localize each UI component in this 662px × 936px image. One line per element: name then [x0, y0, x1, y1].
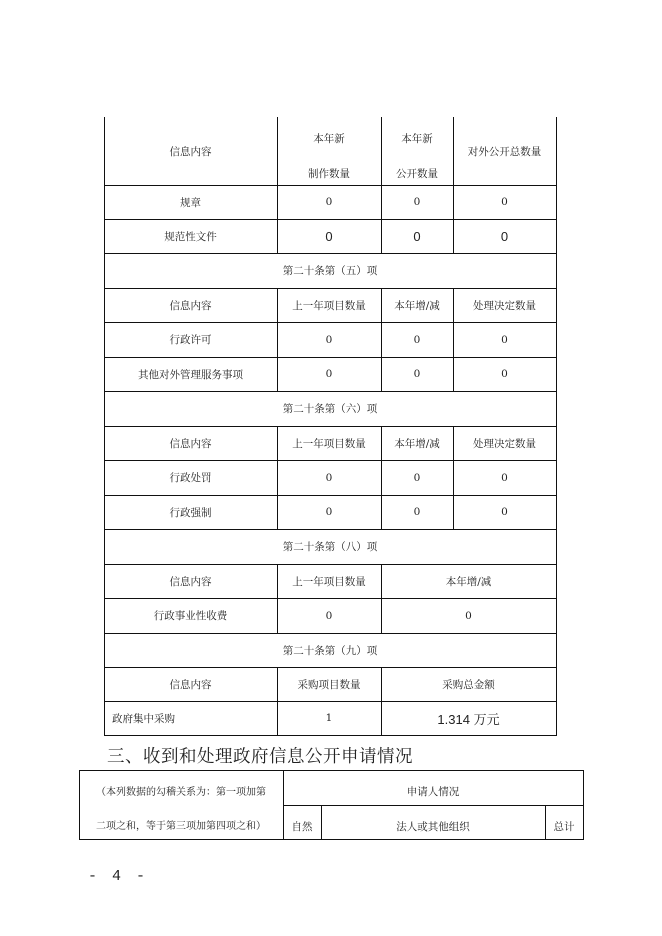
- row-value: 0: [501, 471, 508, 484]
- row-value: 0: [325, 228, 333, 244]
- row-value: 0: [413, 471, 421, 484]
- row-value: 0: [501, 196, 508, 208]
- row-value: 0: [325, 368, 333, 380]
- column-header: 处理决定数量: [473, 437, 536, 450]
- section-title: 第二十条第（八）项: [282, 541, 378, 553]
- header-info-content: 信息内容: [169, 145, 212, 158]
- column-header: 本年增/减: [394, 437, 440, 450]
- row-value: 0: [501, 333, 508, 346]
- row-value: 0: [413, 196, 421, 208]
- column-header: 采购项目数量: [297, 678, 361, 691]
- table-border: [583, 770, 584, 840]
- column-header: 上一年项目数量: [292, 575, 366, 588]
- row-value-amount: 1.314 万元: [437, 711, 500, 727]
- header-new-made-2: 制作数量: [308, 167, 350, 180]
- row-value: 0: [325, 471, 333, 484]
- row-value: 0: [325, 609, 333, 622]
- row-value: 0: [500, 228, 509, 244]
- row-label: 政府集中采购: [112, 712, 175, 725]
- column-header: 上一年项目数量: [292, 437, 366, 450]
- row-label: 规范性文件: [164, 230, 217, 243]
- table-rule: [79, 770, 583, 771]
- column-header: 本年增/减: [445, 575, 492, 588]
- row-label: 行政强制: [169, 506, 212, 519]
- column-header: 上一年项目数量: [292, 299, 366, 312]
- table-rule: [104, 735, 557, 736]
- note-line: 二项之和，等于第三项加第四项之和）: [96, 820, 266, 832]
- row-value: 0: [413, 506, 421, 518]
- column-header: 信息内容: [169, 437, 212, 450]
- row-value: 0: [325, 506, 333, 518]
- natural-person-header: 自然: [291, 820, 313, 833]
- column-header: 本年增/减: [394, 299, 440, 312]
- section-title: 第二十条第（五）项: [282, 265, 378, 277]
- header-new-made-1: 本年新: [313, 132, 345, 145]
- row-label: 行政事业性收费: [153, 610, 228, 622]
- column-header: 处理决定数量: [473, 299, 536, 312]
- legal-entity-header: 法人或其他组织: [396, 820, 470, 833]
- row-value: 0: [413, 228, 421, 244]
- row-value: 0: [325, 196, 333, 208]
- total-header: 总计: [553, 820, 575, 833]
- row-label: 行政处罚: [169, 472, 212, 484]
- row-value: 0: [325, 333, 333, 346]
- header-total-public: 对外公开总数量: [467, 145, 542, 158]
- header-new-public-2: 公开数量: [396, 167, 438, 180]
- section-heading: 三、收到和处理政府信息公开申请情况: [107, 747, 413, 767]
- column-header: 信息内容: [169, 299, 212, 312]
- row-value: 0: [413, 333, 421, 346]
- row-label: 行政许可: [169, 334, 212, 346]
- section-title: 第二十条第（六）项: [282, 403, 378, 415]
- page-number: - 4 -: [88, 868, 149, 885]
- row-value: 0: [465, 609, 472, 622]
- row-value: 0: [501, 506, 508, 518]
- row-label: 其他对外管理服务事项: [138, 368, 243, 381]
- column-header: 采购总金额: [442, 678, 495, 691]
- column-header: 信息内容: [169, 575, 212, 588]
- note-line: （本列数据的勾稽关系为：第一项加第: [96, 786, 266, 798]
- column-header: 信息内容: [169, 678, 212, 691]
- applicant-header: 申请人情况: [406, 785, 460, 798]
- row-value: 1: [325, 712, 333, 724]
- table-rule: [283, 805, 583, 806]
- row-label: 规章: [180, 196, 201, 209]
- section-title: 第二十条第（九）项: [282, 644, 378, 657]
- row-value: 0: [501, 368, 508, 380]
- row-value: 0: [413, 368, 421, 380]
- header-new-public-1: 本年新: [401, 132, 433, 145]
